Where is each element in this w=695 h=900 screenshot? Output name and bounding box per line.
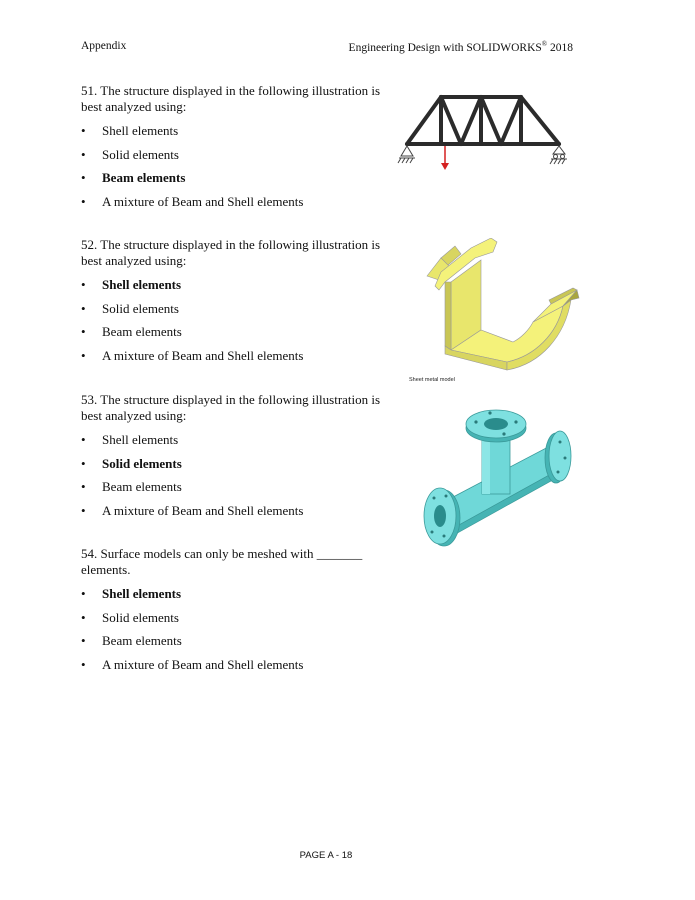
answer-options [81,123,391,217]
answer-options [81,432,391,526]
question-text: 53. The structure displayed in the following illustration is best analyzed using: [81,392,381,423]
answer-option [81,147,391,171]
answer-option-text: Shell elements [102,123,179,138]
answer-option [81,348,391,372]
answer-option-text: Solid elements [102,609,179,625]
bullet-icon: • [81,586,86,601]
answer-option [81,610,391,634]
answer-option-text: A mixture of Beam and Shell elements [102,502,304,518]
answer-option-text: Beam elements [102,633,182,648]
figure-caption: Sheet metal model [409,377,455,383]
answer-option-text: A mixture of Beam and Shell elements [102,193,304,209]
answer-option-text: Beam elements [102,479,182,494]
question-text: 54. Surface models can only be meshed with _______ elements. [81,546,363,577]
answer-options [81,277,391,371]
answer-option [81,301,391,325]
bullet-icon: • [81,123,86,138]
answer-option [81,432,391,456]
pipe-tee-illustration [420,402,580,552]
bullet-icon: • [81,502,86,518]
answer-option [81,194,391,218]
answer-option [81,503,391,527]
question-51 [81,83,391,217]
answer-option [81,657,391,681]
bullet-icon: • [81,277,86,292]
registered-mark: ® [541,40,548,48]
answer-option-text: Solid elements [102,146,179,162]
answer-option-correct [81,456,391,480]
answer-option [81,324,391,348]
bullet-icon: • [81,656,86,672]
answer-option-correct [81,277,391,301]
answer-option-correct [81,586,391,610]
answer-option-text: Shell elements [102,277,182,292]
answer-option [81,633,391,657]
bullet-icon: • [81,170,86,185]
bullet-icon: • [81,479,86,494]
answer-option-text: Shell elements [102,432,179,447]
bullet-icon: • [81,455,86,471]
pin-support-icon [398,146,415,163]
bullet-icon: • [81,432,86,447]
answer-option-text: A mixture of Beam and Shell elements [102,347,304,363]
book-title-text: Engineering Design with SOLIDWORKS [348,41,542,54]
answer-option-text: Beam elements [102,324,182,339]
page-number: PAGE A - 18 [299,850,353,861]
answer-option [81,123,391,147]
page-header-book-title [349,40,573,54]
bullet-icon: • [81,324,86,339]
question-54 [81,546,391,680]
question-text: 51. The structure displayed in the following illustration is best analyzed using: [81,83,381,114]
answer-option-correct [81,170,391,194]
bullet-icon: • [81,347,86,363]
bullet-icon: • [81,300,86,316]
bullet-icon: • [81,193,86,209]
answer-option-text: Beam elements [102,170,186,185]
truss-members [407,97,559,144]
sheet-metal-illustration [415,238,580,373]
bullet-icon: • [81,633,86,648]
answer-options [81,586,391,680]
answer-option-text: Solid elements [102,300,179,316]
load-arrow-icon [441,146,449,170]
answer-option-text: Shell elements [102,586,182,601]
page-header-chapter: Appendix [81,40,127,52]
bullet-icon: • [81,146,86,162]
book-title-year: 2018 [547,41,573,54]
bullet-icon: • [81,609,86,625]
question-53 [81,392,391,526]
roller-support-icon [550,146,567,164]
question-52 [81,237,391,371]
answer-option [81,479,391,503]
question-text: 52. The structure displayed in the following illustration is best analyzed using: [81,237,381,268]
truss-illustration [395,88,575,176]
answer-option-text: Solid elements [102,455,182,471]
answer-option-text: A mixture of Beam and Shell elements [102,656,304,672]
